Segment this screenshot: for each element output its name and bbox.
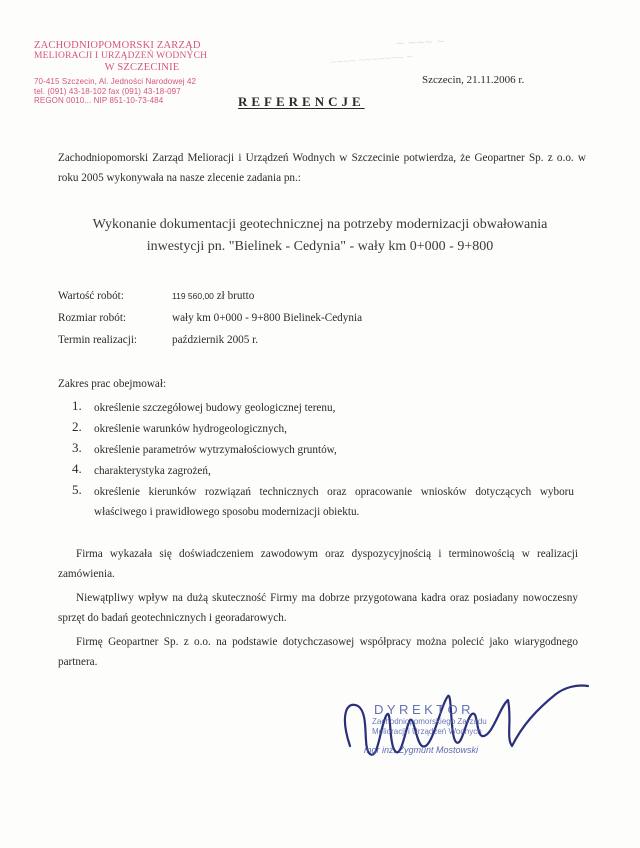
- list-text: określenie kierunków rozwiązań technicznych oraz opracowanie wniosków dotyczących wyboru właściwego i prawidłowego sposobu modernizacji obiektu.: [94, 486, 574, 518]
- list-text: określenie parametrów wytrzymałościowych gruntów,: [94, 444, 337, 456]
- list-number: 1.: [72, 398, 82, 413]
- spec-label: Rozmiar robót:: [58, 312, 127, 324]
- spec-label: Termin realizacji:: [58, 334, 138, 346]
- director-org-line-2: Melioracji i Urządzeń Wodnych: [372, 727, 482, 736]
- subject-line-2: inwestycji pn. "Bielinek - Cedynia" - wały km 0+000 - 9+800: [146, 239, 494, 254]
- closing-paragraph-1: Firma wykazała się doświadczeniem zawodowym oraz dyspozycyjnością i terminowością w realizacji zamówienia.: [58, 548, 578, 580]
- subject-line-1: Wykonanie dokumentacji geotechnicznej na potrzeby modernizacji obwałowania: [92, 217, 548, 232]
- task-subject: [40, 214, 600, 258]
- spec-value: październik 2005 r.: [172, 334, 259, 346]
- intro-paragraph: Zachodniopomorski Zarząd Melioracji i Urządzeń Wodnych w Szczecinie potwierdza, że Geopartner Sp. z o.o. w roku 2005 wykonywała na nasze zlecenie zadania pn.:: [58, 152, 586, 184]
- stamp-regon: REGON 0010... NIP 851-10-73-484: [34, 96, 164, 105]
- spec-amount: 119 560,00: [172, 291, 214, 301]
- stamp-phone: tel. (091) 43-18-102 fax (091) 43-18-097: [34, 86, 181, 96]
- list-number: 4.: [72, 461, 82, 476]
- scope-title: Zakres prac obejmował:: [58, 378, 167, 390]
- spec-label: Wartość robót:: [58, 290, 124, 302]
- spec-row-value: [58, 290, 255, 302]
- list-text: określenie szczegółowej budowy geologicznej terenu,: [94, 402, 336, 414]
- stamp-line-3: W SZCZECINIE: [104, 62, 180, 73]
- place-date: Szczecin, 21.11.2006 r.: [422, 74, 525, 86]
- director-org-line-1: Zachodniopomorskiego Zarządu: [372, 717, 487, 726]
- closing-paragraph-3: Firmę Geopartner Sp. z o.o. na podstawie dotychczasowej współpracy można polecić jako wiarygodnego partnera.: [58, 636, 578, 668]
- spec-value: [172, 290, 254, 302]
- bleed-through-mark: ~~~~ ~~~~~~~ ~: [329, 51, 414, 69]
- list-text: określenie warunków hydrogeologicznych,: [94, 423, 287, 435]
- director-name: mgr inż. Zygmunt Mostowski: [364, 745, 479, 755]
- spec-suffix: zł brutto: [213, 290, 255, 302]
- list-number: 3.: [72, 440, 82, 455]
- list-number: 2.: [72, 419, 82, 434]
- company-stamp: [34, 40, 240, 106]
- stamp-line-1: ZACHODNIOPOMORSKI ZARZĄD: [34, 40, 201, 51]
- stamp-address: 70-415 Szczecin, Al. Jedności Narodowej 42: [34, 77, 197, 86]
- stamp-line-2: MELIORACJI I URZĄDZEŃ WODNYCH: [34, 51, 208, 61]
- closing-paragraph-2: Niewątpliwy wpływ na dużą skuteczność Firmy ma dobrze przygotowana kadra oraz posiadany nowoczesny sprzęt do badań geotechnicznych i georadarowych.: [58, 592, 578, 624]
- director-stamp: [360, 702, 540, 755]
- spec-row-size: [58, 312, 363, 324]
- director-title: DYREKTOR: [374, 702, 474, 717]
- spec-value: wały km 0+000 - 9+800 Bielinek-Cedynia: [172, 312, 363, 324]
- spec-row-date: [58, 334, 259, 346]
- document-title: REFERENCJE: [238, 94, 365, 109]
- list-text: charakterystyka zagrożeń,: [94, 465, 211, 477]
- list-number: 5.: [72, 482, 82, 497]
- bleed-through-mark: ~ ~~~ ~: [395, 32, 446, 52]
